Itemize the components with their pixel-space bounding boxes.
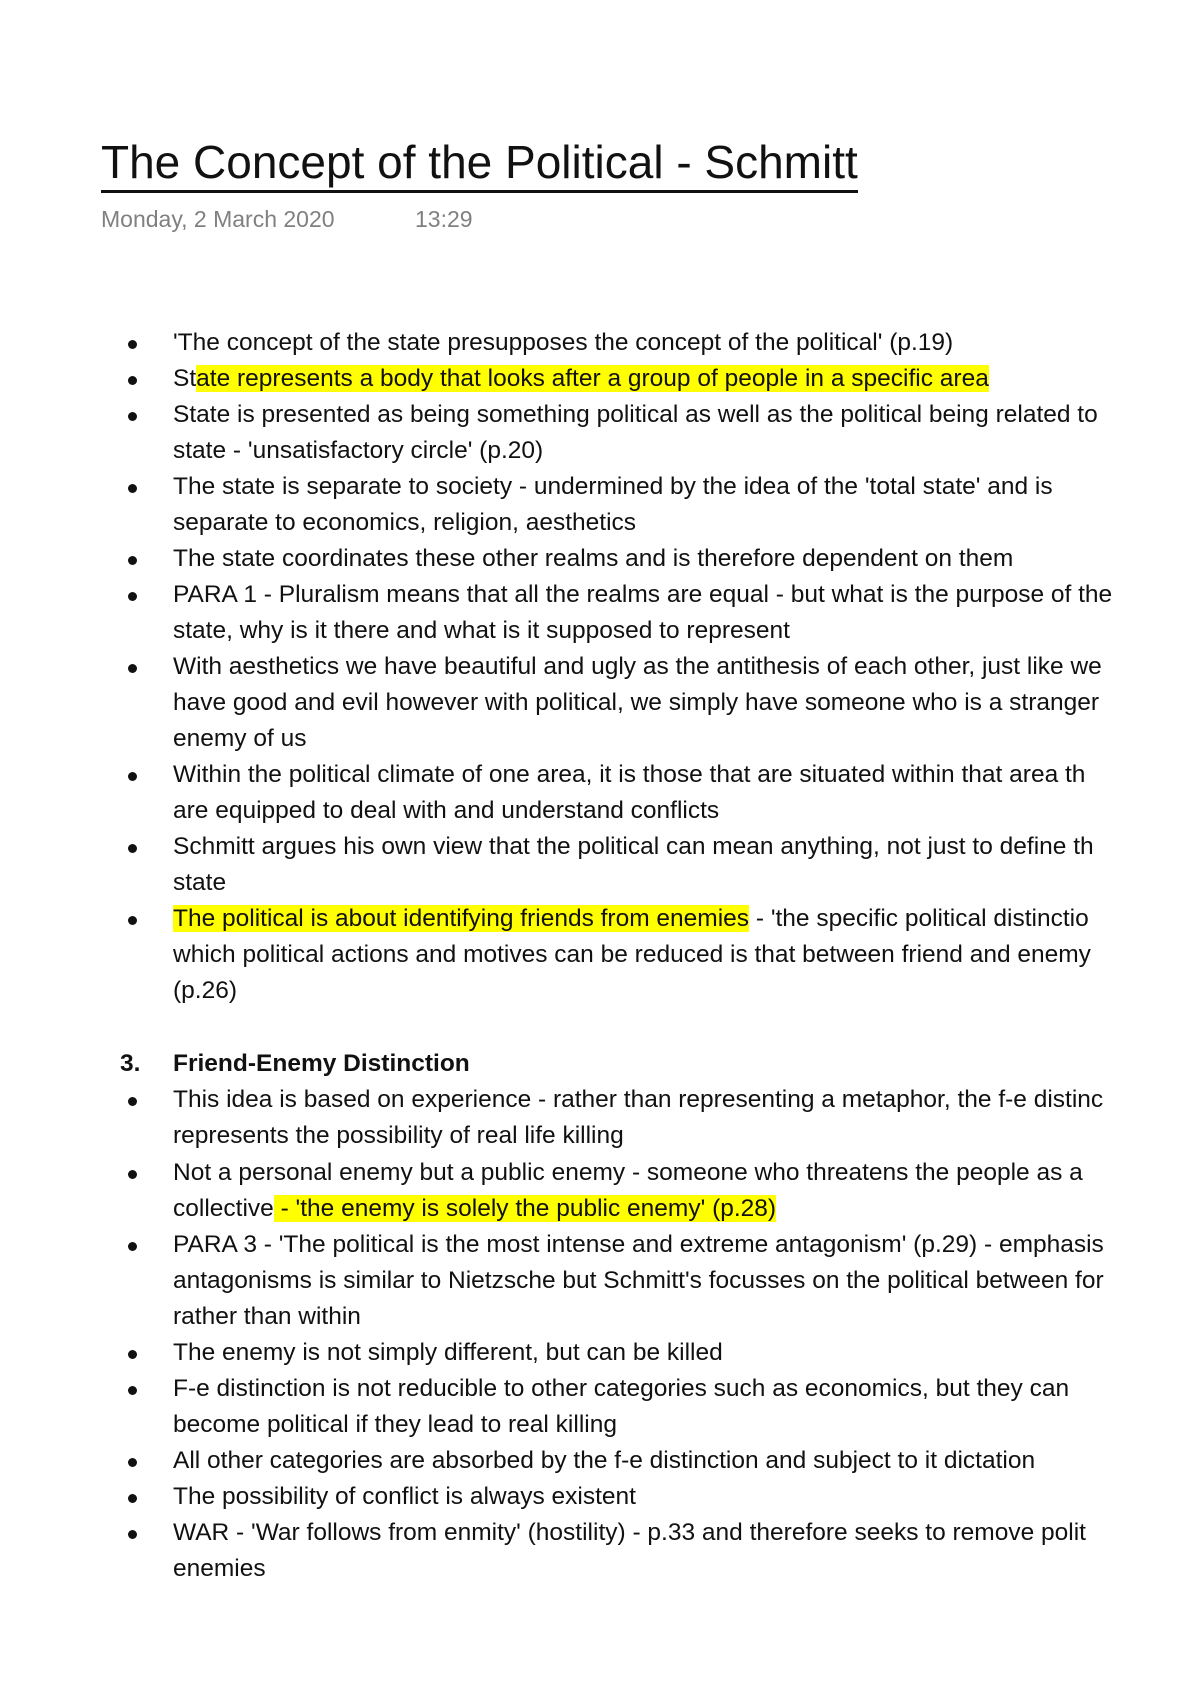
line-text: St bbox=[173, 365, 197, 392]
note-line bbox=[173, 685, 1099, 721]
bullet-point bbox=[128, 664, 137, 673]
note-line bbox=[173, 649, 1102, 685]
line-text: WAR - 'War follows from enmity' (hostility) - p.33 and therefore seeks to remove polit bbox=[173, 1519, 1086, 1546]
line-text: Not a personal enemy but a public enemy - someone who threatens the people as a bbox=[173, 1159, 1083, 1186]
bullet-point bbox=[128, 376, 137, 385]
bullet-point bbox=[128, 1458, 137, 1467]
note-line bbox=[173, 505, 636, 541]
line-text: state, why is it there and what is it supposed to represent bbox=[173, 617, 790, 644]
line-text: The enemy is not simply different, but can be killed bbox=[173, 1339, 723, 1366]
line-text: The possibility of conflict is always existent bbox=[173, 1483, 636, 1510]
bullet-point bbox=[128, 1494, 137, 1503]
highlighted-text: ate represents a body that looks after a group of people in a specific area bbox=[196, 365, 989, 392]
note-line bbox=[173, 1191, 776, 1227]
line-text: are equipped to deal with and understand conflicts bbox=[173, 797, 720, 824]
line-text: The state coordinates these other realms and is therefore dependent on them bbox=[173, 545, 1014, 572]
page-title: The Concept of the Political - Schmitt bbox=[101, 134, 858, 193]
section-number: 3. bbox=[120, 1050, 141, 1077]
bullet-point bbox=[128, 556, 137, 565]
note-line bbox=[173, 1371, 1069, 1407]
line-text: represents the possibility of real life killing bbox=[173, 1122, 624, 1149]
bullet-point bbox=[128, 340, 137, 349]
note-line bbox=[173, 1515, 1086, 1551]
note-line bbox=[173, 1479, 636, 1515]
bullet-point bbox=[128, 1386, 137, 1395]
note-time: 13:29 bbox=[415, 206, 473, 232]
note-date: Monday, 2 March 2020 bbox=[101, 206, 335, 232]
note-line bbox=[173, 325, 953, 361]
line-text: have good and evil however with political, we simply have someone who is a stranger bbox=[173, 689, 1100, 716]
note-line bbox=[173, 577, 1112, 613]
bullet-point bbox=[128, 1242, 137, 1251]
note-line bbox=[173, 361, 989, 397]
bullet-point bbox=[128, 1170, 137, 1179]
line-text: This idea is based on experience - rather than representing a metaphor, the f-e distinc bbox=[173, 1086, 1104, 1113]
line-text: The state is separate to society - undermined by the idea of the 'total state' and is bbox=[173, 473, 1053, 500]
note-line bbox=[173, 1443, 1035, 1479]
note-line bbox=[173, 1551, 266, 1587]
section-heading bbox=[173, 1046, 470, 1082]
note-line bbox=[173, 829, 1094, 865]
bullet-point bbox=[128, 844, 137, 853]
bullet-point bbox=[128, 1350, 137, 1359]
line-text: 'The concept of the state presupposes the concept of the political' (p.19) bbox=[173, 329, 954, 356]
note-line bbox=[173, 1082, 1103, 1118]
line-text: which political actions and motives can be reduced is that between friend and enemy bbox=[173, 941, 1091, 968]
note-line bbox=[173, 937, 1091, 973]
note-line bbox=[173, 1335, 723, 1371]
bullet-point bbox=[128, 772, 137, 781]
line-text: F-e distinction is not reducible to other categories such as economics, but they can bbox=[173, 1375, 1070, 1402]
highlighted-text: The political is about identifying friends from enemies bbox=[173, 905, 750, 932]
line-text: become political if they lead to real killing bbox=[173, 1411, 617, 1438]
note-line bbox=[173, 757, 1085, 793]
line-text: antagonisms is similar to Nietzsche but Schmitt's focusses on the political between for bbox=[173, 1267, 1104, 1294]
bullet-point bbox=[128, 916, 137, 925]
note-line bbox=[173, 1227, 1104, 1263]
line-text: state bbox=[173, 869, 227, 896]
line-text: separate to economics, religion, aesthetics bbox=[173, 509, 637, 536]
bullet-point bbox=[128, 1097, 137, 1106]
bullet-point bbox=[128, 592, 137, 601]
note-line bbox=[173, 1407, 617, 1443]
line-text: PARA 3 - 'The political is the most intense and extreme antagonism' (p.29) - emphasis bbox=[173, 1231, 1104, 1258]
note-line bbox=[173, 469, 1053, 505]
bullet-point bbox=[128, 1530, 137, 1539]
line-text: All other categories are absorbed by the f-e distinction and subject to it dictation bbox=[173, 1447, 1036, 1474]
line-text: - 'the specific political distinctio bbox=[749, 905, 1089, 932]
line-text: With aesthetics we have beautiful and ugly as the antithesis of each other, just like we bbox=[173, 653, 1102, 680]
note-line bbox=[173, 541, 1013, 577]
line-text: collective bbox=[173, 1195, 274, 1222]
note-line bbox=[173, 433, 543, 469]
line-text: Within the political climate of one area, it is those that are situated within that area th bbox=[173, 761, 1086, 788]
line-text: Schmitt argues his own view that the political can mean anything, not just to define th bbox=[173, 833, 1094, 860]
note-line bbox=[173, 721, 306, 757]
line-text: enemy of us bbox=[173, 725, 307, 752]
note-line bbox=[173, 1155, 1083, 1191]
line-text: enemies bbox=[173, 1555, 266, 1582]
line-text: (p.26) bbox=[173, 977, 238, 1004]
note-line bbox=[173, 1263, 1104, 1299]
note-line bbox=[173, 973, 237, 1009]
note-line bbox=[173, 1118, 624, 1154]
line-text: State is presented as being something political as well as the political being related to bbox=[173, 401, 1098, 428]
bullet-point bbox=[128, 412, 137, 421]
line-text: PARA 1 - Pluralism means that all the realms are equal - but what is the purpose of the bbox=[173, 581, 1113, 608]
note-line bbox=[173, 613, 790, 649]
highlighted-text: - 'the enemy is solely the public enemy' (p.28) bbox=[273, 1195, 777, 1222]
note-line bbox=[173, 865, 226, 901]
bullet-point bbox=[128, 484, 137, 493]
line-text: Friend-Enemy Distinction bbox=[173, 1050, 470, 1077]
note-line bbox=[173, 901, 1089, 937]
line-text: state - 'unsatisfactory circle' (p.20) bbox=[173, 437, 544, 464]
note-line bbox=[173, 793, 719, 829]
note-line bbox=[173, 397, 1098, 433]
line-text: rather than within bbox=[173, 1303, 361, 1330]
note-line bbox=[173, 1299, 361, 1335]
